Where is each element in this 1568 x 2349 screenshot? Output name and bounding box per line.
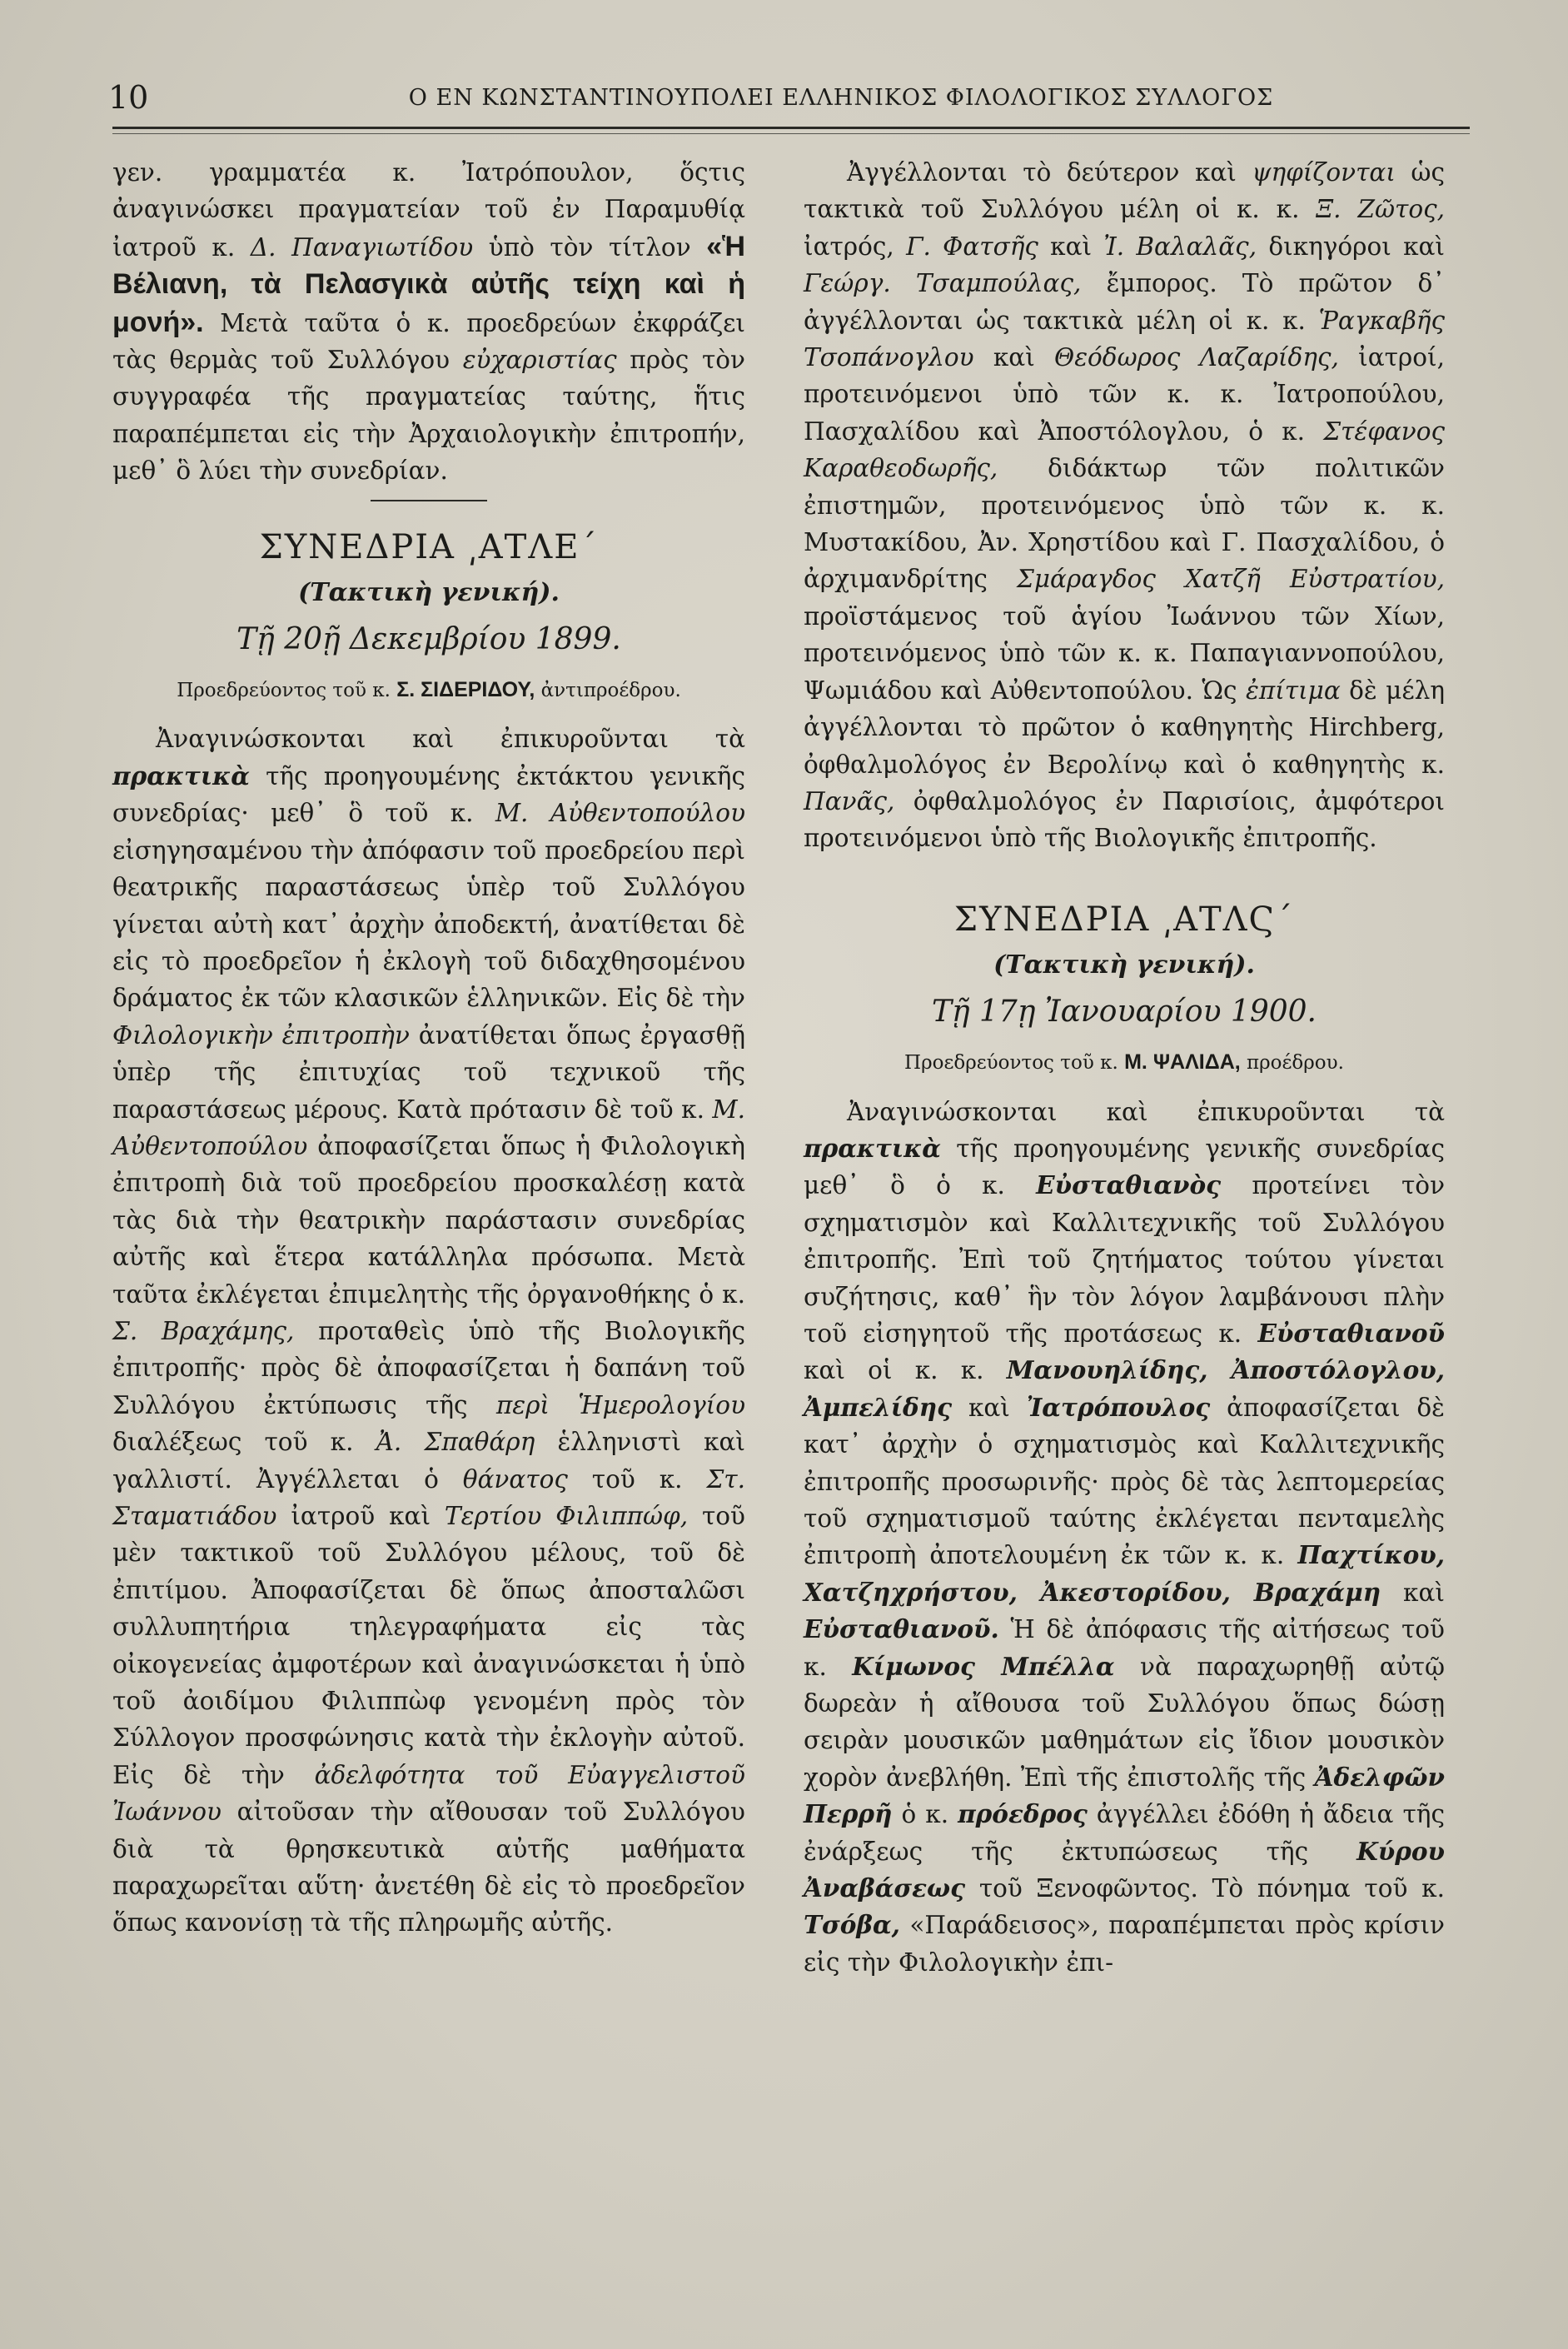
running-title: Ο ΕΝ ΚΩΝΣΤΑΝΤΙΝΟΥΠΟΛΕΙ ΕΛΛΗΝΙΚΟΣ ΦΙΛΟΛΟΓΙΚΟΣ ΣΥΛΛΟΓΟΣ	[408, 84, 1274, 111]
emphasis: ψηφίζονται	[1252, 158, 1396, 187]
text-span: καὶ	[952, 1393, 1027, 1422]
person-name: Πανᾶς,	[804, 786, 895, 815]
text-span: ἀγγέλλει ἐδόθη ἡ ἄδεια τῆς ἐνάρξεως τῆς ἐκτυπώσεως τῆς	[804, 1800, 1445, 1866]
emphasis: ἐπίτιμα	[1245, 676, 1341, 705]
person-name: Εὐσταθιανοῦ.	[804, 1614, 999, 1644]
person-name: Μ. Αὐθεντοπούλου	[112, 1095, 745, 1160]
minutes-paragraph	[804, 1094, 1445, 1982]
section-title: ΣΥΝΕΔΡΙΑ ͵ΑΤΛϚ΄	[953, 900, 1295, 939]
header-rule	[112, 127, 1470, 129]
person-name: Γεώργ. Τσαμπούλας,	[804, 269, 1082, 298]
emphasis: θάνατος	[462, 1464, 568, 1494]
text-span: τῆς προηγουμένης γενικῆς συνεδρίας μεθ᾽ ὃ ὁ κ.	[804, 1134, 1445, 1200]
text-span: «Παράδεισος», παραπέμπεται πρὸς κρίσιν εἰς τὴν Φιλολογικὴν ἐπι-	[804, 1911, 1445, 1977]
person-name: Τσόβα,	[804, 1910, 900, 1940]
emphasis: πρακτικὰ	[804, 1133, 941, 1163]
text-span: τῆς προηγουμένης ἐκτάκτου γενικῆς συνεδρίας· μεθ᾽ ὃ τοῦ κ.	[112, 761, 745, 828]
text-span: δικηγόροι καὶ	[1257, 232, 1445, 261]
text-span: Ἀναγινώσκονται καὶ ἐπικυροῦνται τὰ	[847, 1097, 1445, 1126]
emphasis: ἀδελφότητα τοῦ Εὐαγγελιστοῦ Ἰωάννου	[112, 1760, 745, 1827]
person-name: Παχτίκου, Χατζηχρήστου, Ἀκεστορίδου, Βραχάμη	[804, 1540, 1445, 1607]
members-paragraph	[804, 154, 1445, 857]
text-span: ὑπὸ τὸν τίτλον	[473, 232, 707, 262]
section-title: ΣΥΝΕΔΡΙΑ ͵ΑΤΛΕ΄	[259, 527, 599, 566]
text-span: ἀνατίθεται ὅπως ἐργασθῇ ὑπὲρ τῆς ἐπιτυχίας τοῦ τεχνικοῦ τῆς παραστάσεως μέρους. Κατὰ πρότασιν δὲ τοῦ κ.	[112, 1020, 745, 1124]
person-name: Στέφανος Καραθεοδωρῆς,	[804, 416, 1445, 483]
left-column	[112, 154, 745, 1942]
person-name: Σ. Βραχάμης,	[112, 1316, 295, 1345]
text-span: Ἀγγέλλονται τὸ δεύτερον καὶ	[847, 158, 1252, 187]
right-column	[804, 154, 1445, 1981]
section-chair	[804, 1044, 1445, 1081]
section-subtitle: (Τακτικὴ γενική).	[298, 577, 560, 607]
person-name: Μανουηλίδης, Ἀποστόλογλου, Ἀμπελίδης	[804, 1355, 1445, 1422]
text-span: εἰσηγησαμένου τὴν ἀπόφασιν τοῦ προεδρείου περὶ θεατρικῆς παραστάσεως ὑπὲρ τοῦ Συλλόγου γίνεται αὐτὴ κατ᾽ ἀρχὴν ἀποδεκτή, ἀνατίθεται δὲ εἰς τὸ προεδρεῖον ἡ ἐκλογὴ τοῦ διδαχθησομένου δράματος ἐκ τῶν κλασικῶν ἑλληνικῶν. Εἰς δὲ τὴν	[112, 835, 745, 1013]
text-span: ὁ κ.	[892, 1800, 958, 1829]
person-name: Ἀ. Σπαθάρη	[376, 1428, 535, 1457]
text-span: πρὸς τὸν συγγραφέα τῆς πραγματείας ταύτης, ἥτις παραπέμπεται εἰς τὴν Ἀρχαιολογικὴν ἐπιτροπήν, μεθ᾽ ὃ λύει τὴν συνεδρίαν.	[112, 346, 745, 486]
chair-name: Μ. ΨΑΛΙΔΑ,	[1124, 1050, 1241, 1075]
text-span: γεν. γραμματέα κ. Ἰατρόπουλον, ὅςτις ἀναγινώσκει πραγματείαν τοῦ ἐν Παραμυθίᾳ ἰατροῦ κ.	[112, 158, 745, 262]
page-header	[108, 77, 1474, 118]
intro-paragraph	[112, 154, 745, 490]
text-span: διδάκτωρ τῶν πολιτικῶν ἐπιστημῶν, προτεινόμενος ὑπὸ τῶν κ. κ. Μυστακίδου, Ἀν. Χρηστίδου καὶ Γ. Πασχαλίδου, ὁ ἀρχιμανδρίτης	[804, 454, 1445, 594]
chair-name: Σ. ΣΙΔΕΡΙΔΟΥ,	[396, 678, 535, 702]
text-span: διαλέξεως τοῦ κ.	[112, 1428, 376, 1457]
work-title: «Ἡ Βέλιανη, τὰ Πελασγικὰ αὐτῆς τείχη καὶ ἡ μονή».	[112, 230, 745, 338]
text-span: καὶ	[973, 343, 1055, 372]
text-span: ἰατρός,	[804, 232, 907, 261]
text-span: ἔμπορος. Τὸ πρῶτον δ᾽ ἀγγέλλονται ὡς τακτικὰ μέλη οἱ κ. κ.	[804, 269, 1445, 335]
minutes-paragraph	[112, 721, 745, 1941]
person-name: Ἰ. Βαλαλᾶς,	[1103, 232, 1257, 261]
section-date: Τῇ 20ῇ Δεκεμβρίου 1899.	[236, 622, 621, 657]
person-name: Εὐσταθιανὸς	[1036, 1170, 1222, 1200]
text-span: καὶ	[1381, 1578, 1445, 1607]
person-name: Εὐσταθιανοῦ	[1257, 1318, 1445, 1348]
text-span: δὲ μέλη ἀγγέλλονται τὸ πρῶτον ὁ καθηγητὴς Hirchberg, ὀφθαλμολόγος ἐν Βερολίνῳ καὶ ὁ καθηγητὴς κ.	[804, 676, 1446, 779]
text-span: προϊστάμενος τοῦ ἁγίου Ἰωάννου τῶν Χίων, προτεινόμενος ὑπὸ τῶν κ. κ. Παπαγιαννοπούλου, Ψωμιάδου καὶ Αὐθεντοπούλου. Ὡς	[804, 601, 1445, 705]
person-name: Ἰατρόπουλος	[1026, 1392, 1211, 1422]
person-name: Στ. Σταματιάδου	[112, 1464, 745, 1530]
text-span: προτείνει τὸν σχηματισμὸν καὶ Καλλιτεχνικῆς τοῦ Συλλόγου ἐπιτροπῆς. Ἐπὶ τοῦ ζητήματος τούτου γίνεται συζήτησις, καθ᾽ ἣν τὸν λόγον λαμβάνουσι πλὴν τοῦ εἰσηγητοῦ τῆς προτάσεως κ.	[804, 1171, 1446, 1348]
text-span: τοῦ Ξενοφῶντος. Τὸ πόνημα τοῦ κ.	[965, 1874, 1445, 1903]
text-span: ἰατροί, προτεινόμενοι ὑπὸ τῶν κ. κ. Ἰατροπούλου, Πασχαλίδου καὶ Ἀποστόλογλου, ὁ κ.	[804, 343, 1445, 446]
section-date: Τῇ 17ῃ Ἰανουαρίου 1900.	[931, 995, 1317, 1030]
person-name: Ἀδελφῶν Περρῆ	[804, 1762, 1445, 1829]
section-subtitle: (Τακτικὴ γενική).	[993, 950, 1255, 980]
text-span: νὰ παραχωρηθῇ αὐτῷ δωρεὰν ἡ αἴθουσα τοῦ Συλλόγου ὅπως δώσῃ σειρὰν μουσικῶν μαθημάτων εἰς ἴδιον μουσικὸν χορὸν ἀνεβλήθη. Ἐπὶ τῆς ἐπιστολῆς τῆς	[804, 1652, 1445, 1792]
text-span: Ἀναγινώσκονται καὶ ἐπικυροῦνται τὰ	[156, 725, 745, 754]
page-number: 10	[108, 79, 149, 116]
text-span: ἀντιπροέδρου.	[535, 680, 681, 702]
text-span: ὡς τακτικὰ τοῦ Συλλόγου μέλη οἱ κ. κ.	[804, 158, 1445, 224]
person-name: Τερτίου Φιλιππώφ,	[444, 1502, 689, 1530]
header-rule-thin	[112, 133, 1470, 134]
section-chair	[112, 671, 745, 709]
text-span: καὶ	[1038, 232, 1104, 261]
text-span: Ἡ δὲ ἀπόφασις τῆς αἰτήσεως τοῦ κ.	[804, 1615, 1445, 1681]
person-name: Μ. Αὐθεντοπούλου	[495, 799, 746, 828]
text-span: ἑλληνιστὶ καὶ γαλλιστί. Ἀγγέλλεται ὁ	[112, 1428, 745, 1494]
section-gap	[804, 857, 1445, 890]
text-span: τοῦ κ.	[567, 1464, 707, 1494]
emphasis: πρόεδρος	[958, 1799, 1088, 1829]
person-name: Κίμωνος Μπέλλα	[852, 1651, 1115, 1681]
person-name: Ῥαγκαβῆς Τσοπάνογλου	[804, 306, 1445, 372]
person-name: Θεόδωρος Λαζαρίδης,	[1054, 343, 1339, 372]
text-span: ὀφθαλμολόγος ἐν Παρισίοις, ἀμφότεροι προτεινόμενοι ὑπὸ τῆς Βιολογικῆς ἐπιτροπῆς.	[804, 786, 1445, 853]
text-span: τοῦ μὲν τακτικοῦ τοῦ Συλλόγου μέλους, τοῦ δὲ ἐπιτίμου. Ἀποφασίζεται δὲ ὅπως ἀποσταλῶσι συλλυπητήρια τηλεγραφήματα εἰς τὰς οἰκογενείας ἀμφοτέρων καὶ ἀναγινώσκεται ἡ ὑπὸ τοῦ ἀοιδίμου Φιλιππὼφ γενομένη πρὸς τὸν Σύλλογον προσφώνησις κατὰ τὴν ἐκλογὴν αὐτοῦ. Εἰς δὲ τὴν	[112, 1502, 745, 1789]
work-title: Κύρου Ἀναβάσεως	[804, 1836, 1445, 1903]
text-span: προέδρου.	[1240, 1052, 1344, 1075]
person-name: Γ. Φατσῆς	[906, 232, 1038, 261]
emphasis: πρακτικὰ	[112, 761, 250, 790]
text-span: Προεδρεύοντος τοῦ κ.	[904, 1052, 1125, 1075]
emphasis: περὶ Ἡμερολογίου	[495, 1390, 746, 1419]
text-span: Μετὰ ταῦτα ὁ κ. προεδρεύων ἐκφράζει τὰς θερμὰς τοῦ Συλλόγου	[112, 308, 745, 375]
text-span: ἀποφασίζεται ὅπως ἡ Φιλολογικὴ ἐπιτροπὴ διὰ τοῦ προεδρείου προσκαλέσῃ κατὰ τὰς διὰ τὴν θεατρικὴν παράστασιν συνεδρίας αὐτῆς καὶ ἕτερα κατάλληλα πρόσωπα. Μετὰ ταῦτα ἐκλέγεται ἐπιμελητὴς τῆς ὀργανοθήκης ὁ κ.	[112, 1131, 745, 1309]
person-name: Ξ. Ζῶτος,	[1316, 195, 1445, 224]
text-span: ἀποφασίζεται δὲ κατ᾽ ἀρχὴν ὁ σχηματισμὸς καὶ Καλλιτεχνικῆς ἐπιτροπῆς προσωρινῆς· πρὸς δὲ τὰς λεπτομερείας τοῦ σχηματισμοῦ ταύτης ἐκλέγεται πενταμελὴς ἐπιτροπὴ ἀποτελουμένη ἐκ τῶν κ. κ.	[804, 1393, 1445, 1570]
author-name: Δ. Παναγιωτίδου	[250, 232, 474, 262]
emphasis: Φιλολογικὴν ἐπιτροπὴν	[112, 1020, 410, 1050]
text-span: καὶ οἱ κ. κ.	[804, 1356, 1007, 1385]
text-span: ἰατροῦ καὶ	[276, 1502, 445, 1530]
text-span: προταθεὶς ὑπὸ τῆς Βιολογικῆς ἐπιτροπῆς· πρὸς δὲ ἀποφασίζεται ἡ δαπάνη τοῦ Συλλόγου ἐκτύπωσις τῆς	[112, 1316, 745, 1419]
text-span: αἰτοῦσαν τὴν αἴθουσαν τοῦ Συλλόγου διὰ τὰ θρησκευτικὰ αὐτῆς μαθήματα παραχωρεῖται αὕτη· ἀνετέθη δὲ εἰς τὸ προεδρεῖον ὅπως κανονίσῃ τὰ τῆς πληρωμῆς αὐτῆς.	[112, 1798, 745, 1938]
emphasis: εὐχαριστίας	[462, 346, 617, 375]
section-separator	[371, 500, 487, 501]
person-name: Σμάραγδος Χατζῆ Εὐστρατίου,	[1016, 565, 1445, 594]
text-span: Προεδρεύοντος τοῦ κ.	[177, 680, 397, 702]
